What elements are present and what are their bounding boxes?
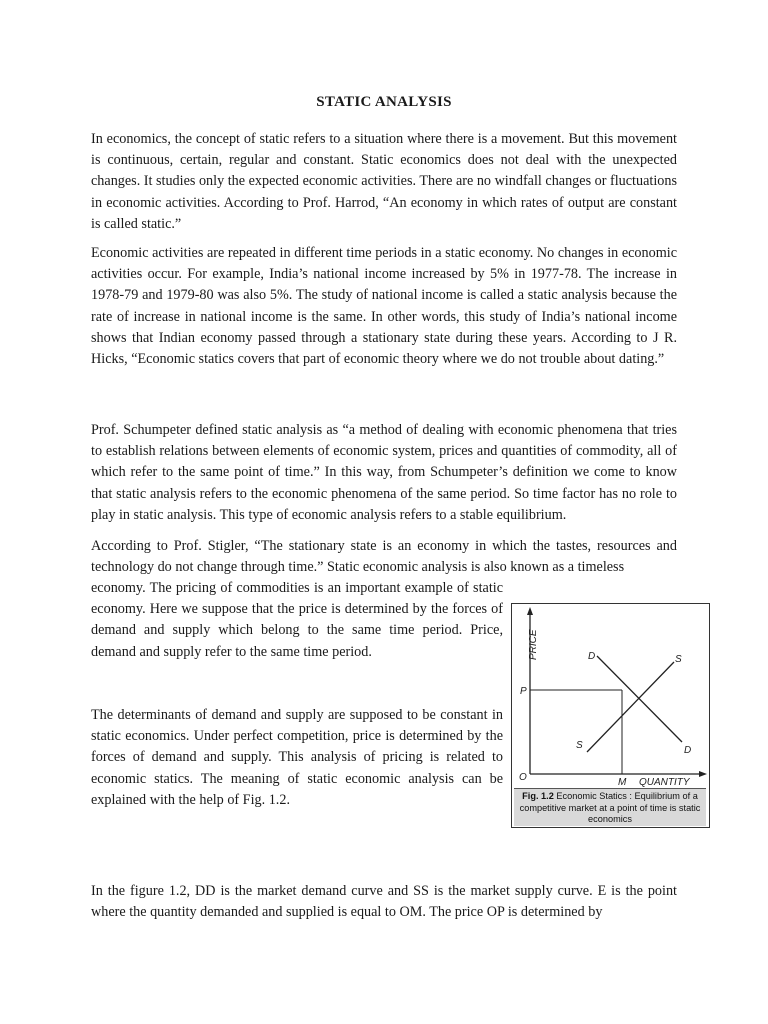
supply-curve bbox=[587, 662, 674, 752]
supply-demand-diagram bbox=[512, 604, 708, 788]
paragraph-6: In the figure 1.2, DD is the market demand curve and SS is the market supply curve. E is the point where the quantity demanded and supplied is equal to OM. The price OP is determined by bbox=[91, 883, 677, 921]
y-axis-arrow bbox=[527, 607, 533, 615]
paragraph-5: The determinants of demand and supply are supposed to be constant in static economics. Under perfect competition, price is determined by the forces of demand and supply. This analysis of pricing is related to economic statics. The meaning of static economic analysis can be explained with the help of Fig. 1.2. bbox=[91, 707, 503, 808]
y-axis-label: PRICE bbox=[528, 629, 539, 660]
s-top-label: S bbox=[675, 654, 682, 665]
p-label: P bbox=[520, 686, 527, 697]
d-top-label: D bbox=[588, 651, 596, 662]
figure-number: Fig. 1.2 bbox=[522, 791, 554, 801]
paragraph-2: Economic activities are repeated in different time periods in a static economy. No changes in economic activities occur. For example, India’s national income increased by 5% in 1977-78. The increase in 1978-79 and 1979-80 was also 5%. The study of national income is called a static analysis because the rate of increase in national income is the same. In other words, this study of India’s national income shows that Indian economy passed through a stationary state during these years. According to J R. Hicks, “Economic statics covers that part of economic theory where we do not trouble about dating.” bbox=[91, 245, 677, 368]
paragraph-3: Prof. Schumpeter defined static analysis as “a method of dealing with economic phenomena that tries to establish relations between elements of economic system, prices and quantities of commodity, all of which refer to the same point of time.” In this way, from Schumpeter’s definition we come to know that static analysis refers to the economic phenomena of the same period. So time factor has no role to play in static analysis. This type of economic analysis refers to a stable equilibrium. bbox=[91, 422, 677, 523]
paragraph-4-continued: economy. The pricing of commodities is an important example of static economy. Here we suppose that the price is determined by the forces of demand and supply which belong to the same time period. Price, demand and supply refer to the same time period. bbox=[91, 580, 503, 660]
d-bottom-label: D bbox=[684, 745, 692, 756]
x-axis-label: QUANTITY bbox=[639, 777, 690, 788]
paragraph-4: According to Prof. Stigler, “The stationary state is an economy in which the tastes, resources and technology do not change through time.” Static economic analysis is also known as a timeless bbox=[91, 538, 677, 576]
m-label: M bbox=[618, 777, 627, 788]
figure-1-2 bbox=[511, 603, 710, 828]
figure-caption bbox=[514, 788, 706, 826]
origin-label: O bbox=[519, 772, 527, 783]
paragraph-1: In economics, the concept of static refers to a situation where there is a movement. But this movement is continuous, certain, regular and constant. Static economics does not deal with the unexpected changes. It studies only the expected economic activities. There are no windfall changes or fluctuations in economic activities. According to Prof. Harrod, “An economy in which rates of output are constant is called static.” bbox=[91, 131, 677, 232]
x-axis-arrow bbox=[699, 771, 707, 777]
s-bottom-label: S bbox=[576, 740, 583, 751]
page-title: STATIC ANALYSIS bbox=[316, 94, 452, 110]
figure-caption-text: Economic Statics : Equilibrium of a competitive market at a point of time is static economics bbox=[519, 791, 701, 824]
